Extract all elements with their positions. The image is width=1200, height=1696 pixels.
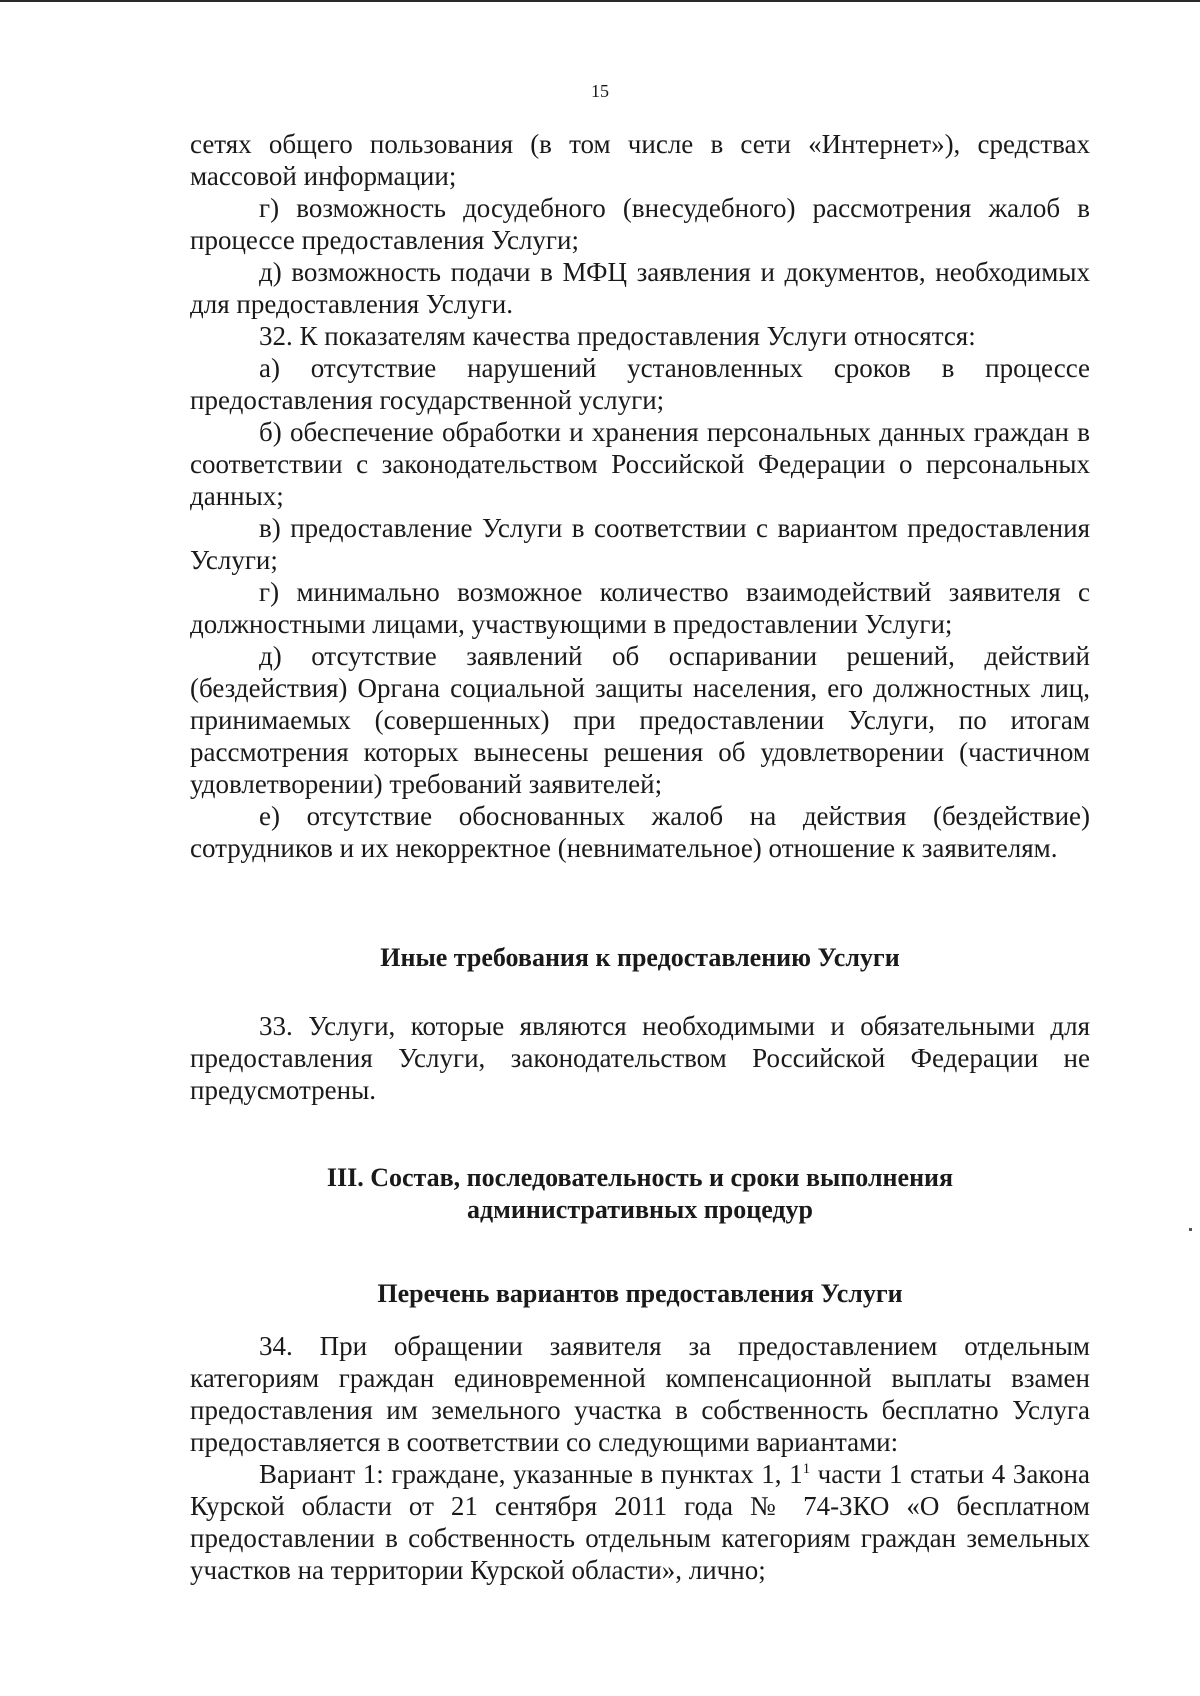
chapter-heading-line-2: административных процедур [466,1195,814,1224]
paragraph: 33. Услуги, которые являются необходимыми и обязательными для предоставления Услуги, законодательством Российской Федерации не предусмотрены. [190,1011,1090,1105]
paragraph: в) предоставление Услуги в соответствии с вариантом предоставления Услуги; [190,513,1090,575]
section-variants [190,1330,1090,1586]
superscript: 1 [802,1461,811,1477]
section-quality-indicators [190,128,1090,864]
paragraph: г) минимально возможное количество взаимодействий заявителя с должностными лицами, участвующими в предоставлении Услуги; [190,577,1090,639]
paragraph: д) возможность подачи в МФЦ заявления и документов, необходимых для предоставления Услуги. [190,257,1090,319]
chapter-heading-line-1: III. Состав, последовательность и сроки выполнения [326,1163,954,1192]
section-heading-other-requirements: Иные требования к предоставлению Услуги [380,943,900,972]
paragraph: г) возможность досудебного (внесудебного) рассмотрения жалоб в процессе предоставления Услуги; [190,193,1090,255]
paragraph: а) отсутствие нарушений установленных сроков в процессе предоставления государственной услуги; [190,353,1090,415]
paragraph: сетях общего пользования (в том числе в сети «Интернет»), средствах массовой информации; [190,129,1090,191]
paragraph: е) отсутствие обоснованных жалоб на действия (бездействие) сотрудников и их некорректное (невнимательное) отношение к заявителям. [190,801,1090,863]
section-heading-variants: Перечень вариантов предоставления Услуги [377,1279,903,1308]
paragraph: 32. К показателям качества предоставления Услуги относятся: [259,321,976,351]
scan-speck [1189,1228,1192,1231]
chapter-heading-iii [190,1162,1090,1226]
paragraph: б) обеспечение обработки и хранения персональных данных граждан в соответствии с законодательством Российской Федерации о персональных данных; [190,417,1090,511]
page-number: 15 [591,81,609,101]
top-edge-line [0,0,1200,2]
section-other-requirements [190,1010,1090,1106]
variant-1-text-end: части 1 статьи 4 Закона Курской области от 21 сентября 2011 года № 74-ЗКО «О бесплатном предоставлении в собственность отдельным категориям граждан земельных участков на территории Курской области», лично; [190,1459,1090,1585]
paragraph: 34. При обращении заявителя за предоставлением отдельным категориям граждан единовременной компенсационной выплаты взамен предоставления им земельного участка в собственность бесплатно Услуга предоставляется в соответствии со следующими вариантами: [190,1331,1090,1457]
paragraph: д) отсутствие заявлений об оспаривании решений, действий (бездействия) Органа социальной защиты населения, его должностных лиц, принимаемых (совершенных) при предоставлении Услуги, по итогам рассмотрения которых вынесены решения об удовлетворении (частичном удовлетворении) требований заявителей; [190,641,1090,799]
paragraph-variant-1 [190,1458,1090,1586]
variant-1-text-start: Вариант 1: граждане, указанные в пунктах 1, 1 [259,1459,803,1489]
